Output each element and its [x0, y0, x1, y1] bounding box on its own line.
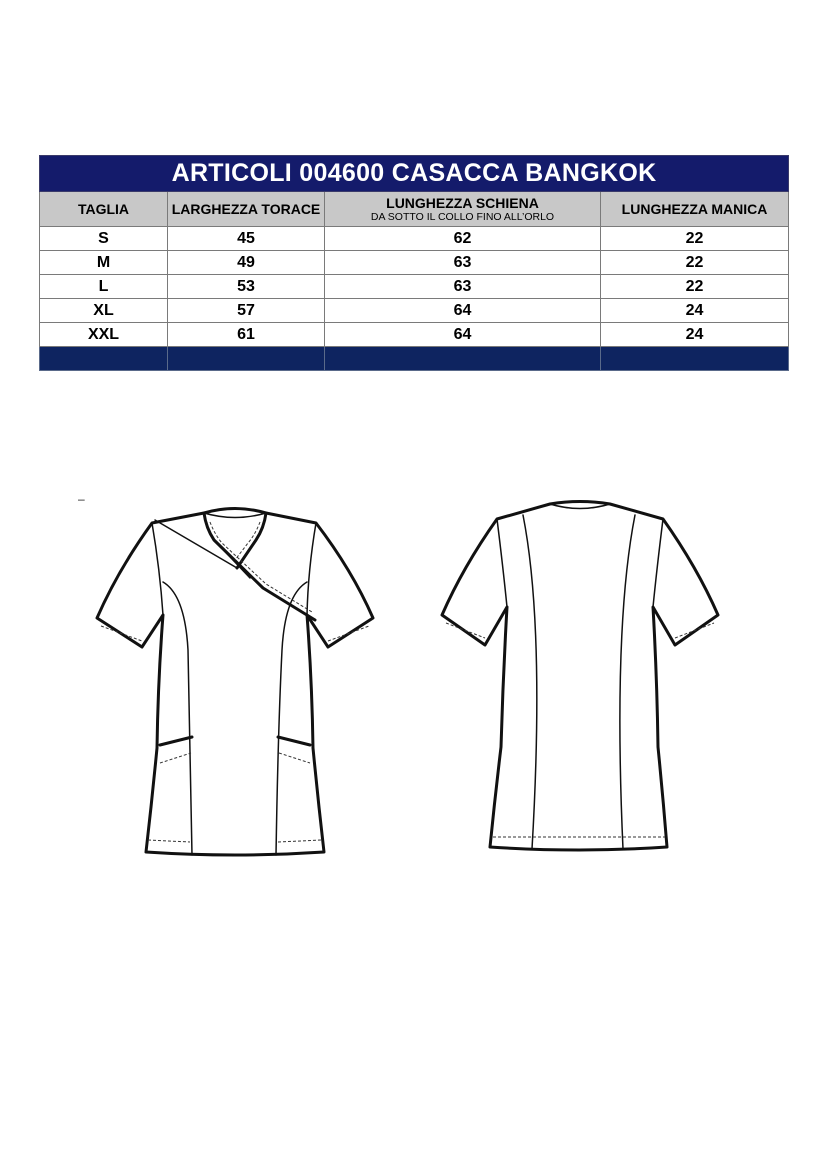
cell-sleeve: 22 — [601, 275, 789, 299]
footer-cell — [325, 347, 601, 371]
cell-back: 62 — [325, 227, 601, 251]
cell-size: XL — [40, 299, 168, 323]
footer-cell — [168, 347, 325, 371]
cell-back: 64 — [325, 299, 601, 323]
table-row — [40, 323, 789, 347]
cell-size: XXL — [40, 323, 168, 347]
table-row — [40, 251, 789, 275]
cell-sleeve: 24 — [601, 299, 789, 323]
cell-back: 63 — [325, 251, 601, 275]
header-chest: LARGHEZZA TORACE — [168, 192, 325, 227]
header-sleeve: LUNGHEZZA MANICA — [601, 192, 789, 227]
cell-chest: 53 — [168, 275, 325, 299]
cell-chest: 61 — [168, 323, 325, 347]
cell-chest: 57 — [168, 299, 325, 323]
tunic-front-drawing — [90, 500, 380, 865]
table-header-row — [40, 192, 789, 227]
header-back-sublabel: DA SOTTO IL COLLO FINO ALL’ORLO — [370, 210, 555, 223]
table-title-row — [40, 156, 789, 192]
table-row — [40, 275, 789, 299]
footer-cell — [40, 347, 168, 371]
stray-dash-mark: – — [78, 492, 85, 506]
cell-chest: 49 — [168, 251, 325, 275]
cell-size: S — [40, 227, 168, 251]
size-table — [39, 155, 789, 371]
table-footer-row — [40, 347, 789, 371]
table-row — [40, 299, 789, 323]
cell-size: L — [40, 275, 168, 299]
header-size: TAGLIA — [40, 192, 168, 227]
header-back — [325, 192, 601, 227]
cell-back: 63 — [325, 275, 601, 299]
footer-cell — [601, 347, 789, 371]
cell-sleeve: 22 — [601, 251, 789, 275]
cell-chest: 45 — [168, 227, 325, 251]
cell-back: 64 — [325, 323, 601, 347]
cell-sleeve: 24 — [601, 323, 789, 347]
table-title: ARTICOLI 004600 CASACCA BANGKOK — [40, 156, 789, 192]
cell-sleeve: 22 — [601, 227, 789, 251]
cell-size: M — [40, 251, 168, 275]
table-row — [40, 227, 789, 251]
header-back-label: LUNGHEZZA SCHIENA — [386, 194, 539, 211]
tunic-back-drawing — [435, 497, 725, 857]
